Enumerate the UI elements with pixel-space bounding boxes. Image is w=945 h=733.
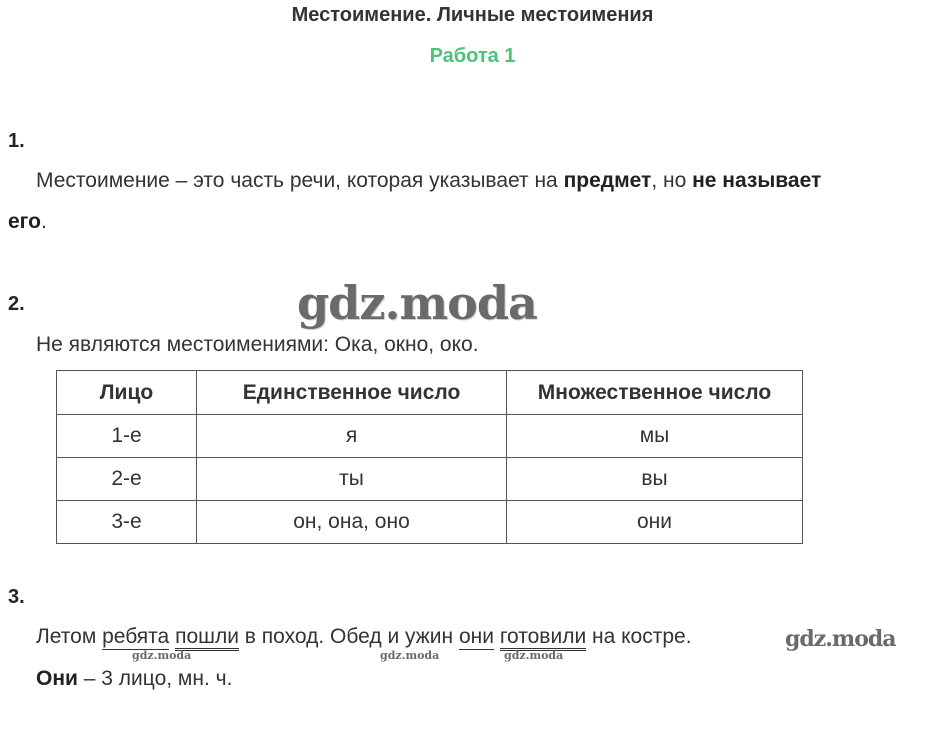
task-3-text-3: на костре.: [586, 625, 692, 648]
page-subtitle: Работа 1: [429, 45, 516, 67]
subject-oni: они: [458, 625, 494, 648]
task-3-text-1: Летом: [36, 625, 103, 648]
task-3-text-2: в поход. Обед и ужин: [238, 625, 459, 648]
task-1-text-a: Местоимение – это часть речи, которая указывает на: [36, 169, 564, 192]
table-header-plural: Множественное число: [507, 371, 803, 415]
table-header-person: Лицо: [57, 371, 197, 415]
table-cell: 3-е: [57, 501, 197, 544]
task-1-line-1: [36, 169, 821, 193]
table-cell: мы: [507, 415, 803, 458]
subject-rebyata: ребята: [102, 625, 170, 648]
table-cell: он, она, оно: [197, 501, 507, 544]
task-1-bold-ego: его: [8, 210, 41, 233]
table-header-row: [57, 371, 803, 415]
table-cell: ты: [197, 458, 507, 501]
table-cell: 1-е: [57, 415, 197, 458]
table-cell: вы: [507, 458, 803, 501]
task-1-text-b: , но: [651, 169, 693, 192]
task-1-number: 1.: [8, 130, 25, 152]
predicate-poshli: пошли: [175, 625, 239, 651]
task-3-bold-oni: Они: [36, 667, 78, 690]
task-3-number: 3.: [8, 586, 25, 608]
task-1-text-c: .: [40, 210, 47, 233]
watermark-small-1: gdz.moda: [132, 649, 192, 662]
watermark-inline: gdz.moda: [785, 626, 896, 652]
table-row: [57, 415, 803, 458]
task-1-bold-predmet: предмет: [563, 169, 652, 192]
page-title: Местоимение. Личные местоимения: [291, 4, 654, 26]
watermark-logo: gdz.moda: [297, 276, 537, 330]
task-1-line-2: [8, 210, 47, 234]
table-row: [57, 458, 803, 501]
task-2-number: 2.: [8, 293, 25, 315]
predicate-gotovili: готовили: [500, 625, 586, 651]
watermark-small-2: gdz.moda: [380, 649, 440, 662]
task-3-tail: – 3 лицо, мн. ч.: [77, 667, 233, 690]
table-header-singular: Единственное число: [197, 371, 507, 415]
task-2-text: Не являются местоимениями: Ока, окно, око.: [36, 333, 479, 356]
table-row: [57, 501, 803, 544]
task-3-answer: [36, 667, 232, 691]
watermark-small-3: gdz.moda: [504, 649, 564, 662]
task-3-sentence: [36, 625, 692, 649]
table-cell: они: [507, 501, 803, 544]
pronoun-table: [56, 370, 803, 544]
task-1-bold-ne-nazyvaet: не называет: [692, 169, 822, 192]
table-cell: 2-е: [57, 458, 197, 501]
table-cell: я: [197, 415, 507, 458]
